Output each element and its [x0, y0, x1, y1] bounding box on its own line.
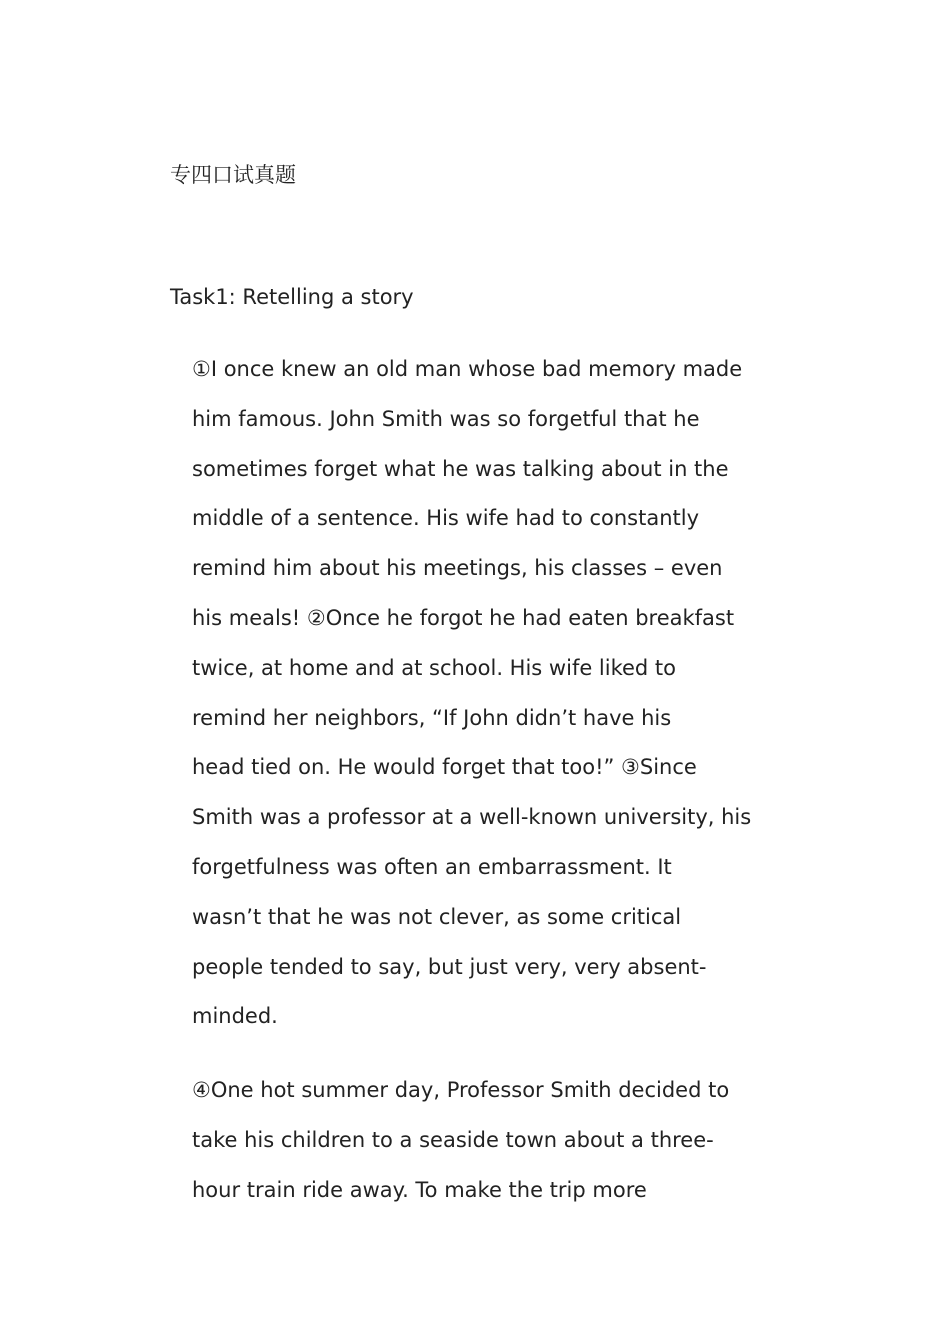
paragraph-line: take his children to a seaside town about a three- [192, 1127, 714, 1152]
task-heading: Task1: Retelling a story [170, 285, 414, 309]
paragraph-line: sometimes forget what he was talking about in the [192, 456, 729, 481]
paragraph-line: his meals! ②Once he forgot he had eaten breakfast [192, 605, 735, 630]
paragraph-line: hour train ride away. To make the trip more [192, 1177, 647, 1202]
paragraph-line: ④One hot summer day, Professor Smith decided to [192, 1078, 730, 1102]
paragraph-line: Smith was a professor at a well-known university, his [192, 805, 752, 830]
paragraph-line: people tended to say, but just very, very absent- [192, 954, 707, 979]
paragraph-line: ①I once knew an old man whose bad memory made [192, 357, 743, 381]
paragraph-line: forgetfulness was often an embarrassment. It [192, 854, 672, 879]
story-paragraph-1 [192, 345, 772, 1042]
paragraph-line: him famous. John Smith was so forgetful that he [192, 406, 700, 431]
document-title: 专四口试真题 [170, 163, 296, 187]
paragraph-line: twice, at home and at school. His wife liked to [192, 655, 677, 680]
paragraph-line: wasn’t that he was not clever, as some critical [192, 904, 682, 929]
story-paragraph-2 [192, 1066, 772, 1215]
paragraph-line: minded. [192, 1004, 278, 1029]
paragraph-line: head tied on. He would forget that too!” ③Since [192, 755, 697, 780]
paragraph-line: middle of a sentence. His wife had to constantly [192, 506, 700, 531]
paragraph-line: remind her neighbors, “If John didn’t have his [192, 705, 672, 730]
paragraph-line: remind him about his meetings, his classes – even [192, 556, 723, 581]
